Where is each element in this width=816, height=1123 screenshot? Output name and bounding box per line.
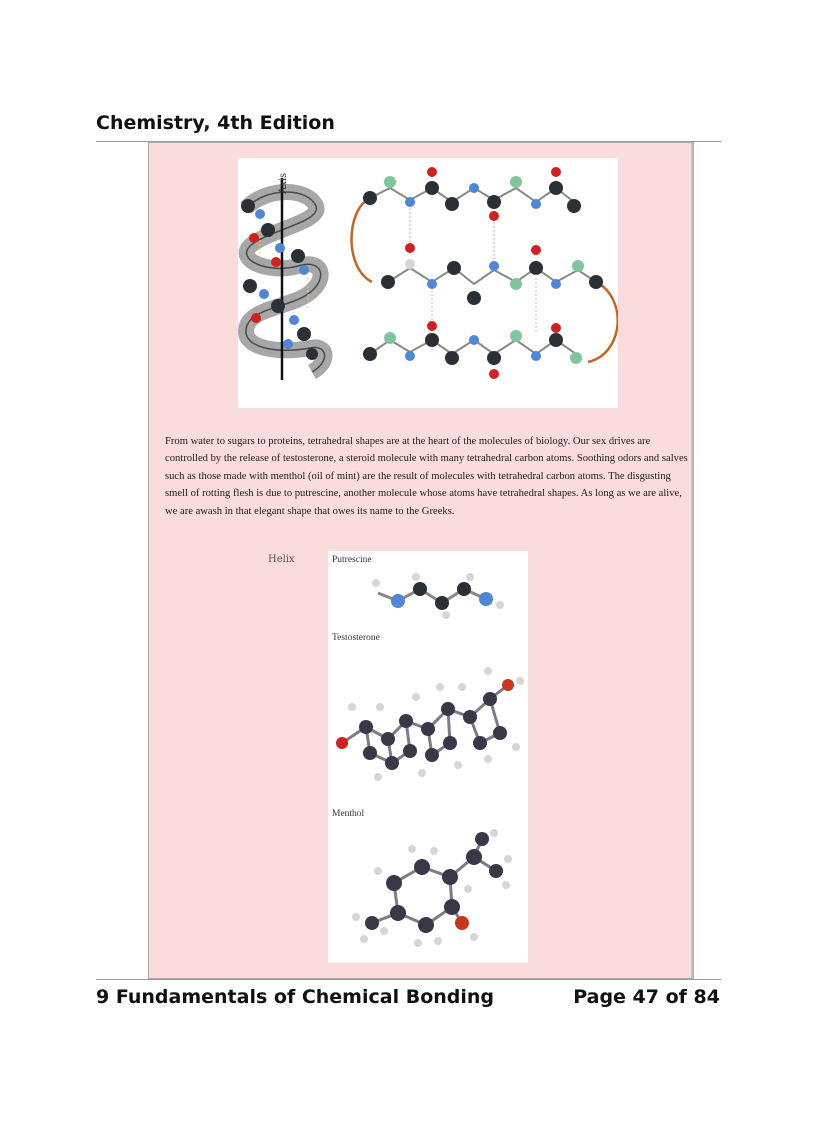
testosterone-model [330,647,526,787]
page-number: Page 47 of 84 [573,986,720,1008]
putrescine-label: Putrescine [332,555,372,565]
putrescine-model [368,569,508,619]
helix-caption: Helix [268,554,295,565]
document-title: Chemistry, 4th Edition [96,112,335,134]
body-paragraph: From water to sugars to proteins, tetrahedral shapes are at the heart of the molecules of biology. Our sex drives are controlled by the release of testosterone, a steroid molecule with many tetrahedral carbon atoms. Soothing odors and salves such as those made with menthol (oil of mint) are the result of molecules with tetrahedral carbon atoms. The disgusting smell of rotting flesh is due to putrescine, another molecule whose atoms have tetrahedral shapes. As long as we are alive, we are awash in that elegant shape that owes its name to the Greeks. [165,436,688,517]
helix-drawing [241,173,325,380]
axis-label: Axis [278,172,289,194]
protein-structure-illustration [238,158,618,408]
pleated-sheet-drawing [352,167,618,379]
footer-divider [96,979,721,980]
menthol-label: Menthol [332,809,365,819]
menthol-model [338,827,518,961]
chapter-title: 9 Fundamentals of Chemical Bonding [96,986,495,1008]
testosterone-label: Testosterone [332,633,380,643]
molecules-figure [328,551,528,963]
